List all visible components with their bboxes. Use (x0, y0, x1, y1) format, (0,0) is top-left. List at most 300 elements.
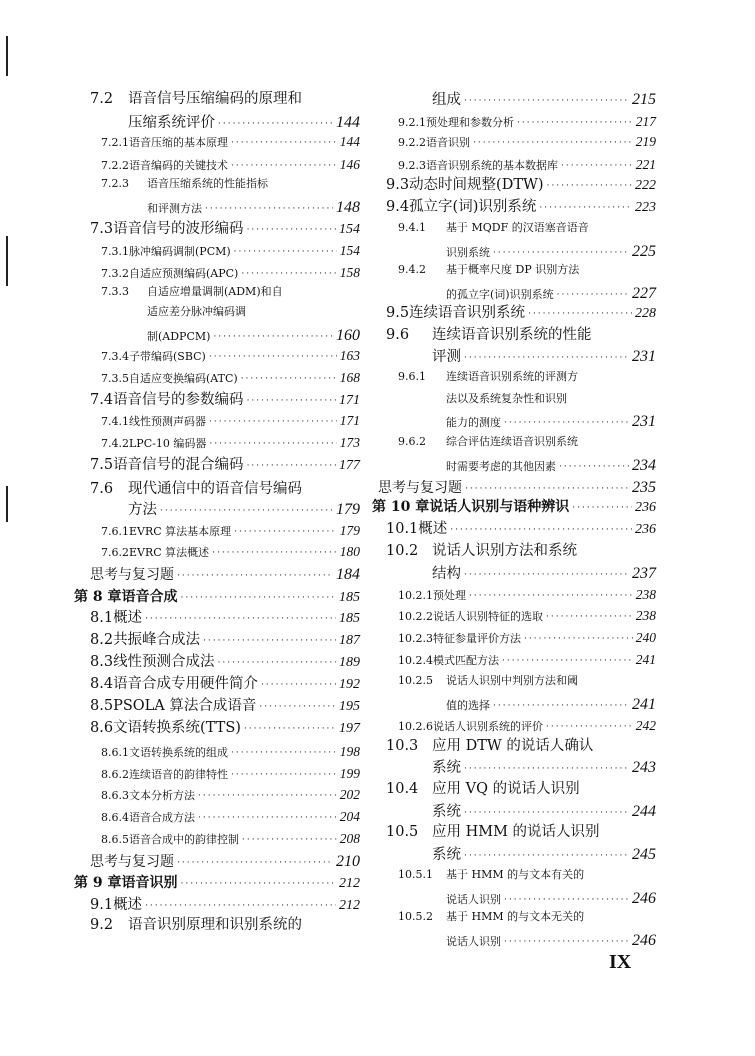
toc-entry (432, 760, 656, 776)
toc-entry-page: 168 (339, 370, 360, 385)
toc-entry-title: 连续语音识别系统 (409, 305, 526, 321)
toc-entry (386, 544, 656, 559)
toc-entry-title: 线性预测合成法 (113, 654, 215, 670)
toc-entry-title: 语音压缩系统的性能指标 (147, 177, 268, 190)
toc-entry-number: 7.6.1 (101, 525, 129, 538)
toc-entry (90, 92, 360, 107)
toc-leader-dots (241, 270, 336, 279)
toc-leader-dots (234, 528, 337, 537)
toc-leader-dots (261, 681, 336, 690)
toc-entry-number: 7.6.2 (101, 546, 129, 559)
toc-entry-title: 值的选择 (446, 699, 490, 712)
toc-entry (90, 222, 360, 237)
toc-entry-number: 7.4.1 (101, 415, 129, 428)
toc-entry (398, 115, 656, 129)
toc-leader-dots (213, 333, 333, 342)
toc-entry (398, 135, 656, 149)
toc-leader-dots (177, 572, 333, 581)
toc-entry-number: 10.2.6 (398, 720, 433, 733)
toc-entry-title: 组成 (432, 92, 461, 108)
toc-entry (432, 92, 656, 108)
toc-entry (147, 200, 360, 216)
toc-entry-title: 思考与复习题 (90, 567, 174, 583)
toc-leader-dots (502, 657, 633, 666)
toc-entry-title: 连续语音识别系统的性能 (432, 327, 592, 343)
toc-entry-title: 模式匹配方法 (433, 654, 499, 667)
toc-entry (378, 480, 656, 496)
toc-entry (101, 832, 360, 846)
toc-entry-number: 7.3.1 (101, 245, 129, 258)
toc-entry-number: 7.3 (90, 221, 114, 237)
toc-entry-page: 187 (339, 633, 360, 648)
toc-entry-title: 语音合成 (121, 589, 178, 605)
toc-entry-number: 7.5 (90, 457, 114, 473)
toc-entry-number: 9.2.2 (398, 136, 426, 149)
toc-entry-page: 192 (339, 677, 360, 692)
toc-leader-dots (231, 749, 337, 758)
toc-entry-page: 180 (339, 544, 360, 559)
toc-entry-title: 评测 (432, 349, 461, 365)
toc-entry-number: 9.3 (386, 177, 410, 193)
toc-entry (398, 371, 656, 382)
toc-entry (90, 611, 360, 626)
toc-leader-dots (450, 526, 632, 535)
toc-leader-dots (539, 204, 632, 213)
toc-entry (446, 458, 656, 474)
toc-entry-page: 199 (339, 766, 360, 781)
toc-leader-dots (212, 549, 337, 558)
toc-entry-title: 动态时间规整(DTW) (409, 177, 544, 193)
toc-leader-dots (218, 120, 333, 129)
toc-leader-dots (473, 139, 633, 148)
toc-entry-title: 说话人识别特征的选取 (433, 610, 543, 623)
toc-entry (90, 854, 360, 870)
toc-entry-title: 语音压缩的基本原理 (129, 136, 228, 149)
toc-entry-title: 思考与复习题 (90, 854, 174, 870)
toc-entry (386, 522, 656, 537)
page-number: IX (609, 951, 632, 973)
toc-entry-number: 第 10 章 (372, 499, 430, 515)
toc-entry (90, 458, 360, 473)
toc-leader-dots (547, 182, 632, 191)
toc-entry-title: 基于 HMM 的与文本无关的 (446, 910, 585, 923)
toc-entry-title: 说话人识别中判别方法和阈 (446, 674, 578, 687)
toc-entry-title: 语音信号的混合编码 (113, 457, 244, 473)
toc-entry-title: 线性预测声码器 (129, 415, 206, 428)
toc-entry-title: 应用 VQ 的说话人识别 (432, 781, 580, 797)
toc-entry-title: 语音识别原理和识别系统的 (128, 917, 302, 933)
toc-entry-title: 文语转换系统的组成 (129, 746, 228, 759)
toc-leader-dots (464, 809, 629, 818)
toc-entry (432, 847, 656, 863)
toc-leader-dots (561, 162, 633, 171)
toc-entry-page: 227 (632, 285, 656, 302)
toc-entry-page: 237 (632, 565, 656, 582)
toc-entry-title: 共振峰合成法 (113, 632, 201, 648)
scan-mark (6, 236, 8, 286)
toc-entry-number: 8.6.3 (101, 789, 129, 802)
toc-entry (446, 891, 656, 907)
toc-entry (101, 414, 360, 428)
toc-entry (128, 115, 360, 131)
toc-entry (398, 653, 656, 667)
toc-entry (398, 609, 656, 623)
toc-entry (147, 328, 360, 344)
toc-entry (398, 631, 656, 645)
toc-leader-dots (145, 615, 336, 624)
toc-entry (386, 306, 656, 321)
toc-entry-page: 144 (339, 134, 360, 149)
toc-entry-title: 说话人识别 (446, 935, 501, 948)
toc-entry-page: 154 (339, 243, 360, 258)
toc-entry (90, 677, 360, 692)
toc-entry (147, 306, 360, 317)
toc-entry-title: 连续语音识别系统的评测方 (446, 370, 578, 383)
toc-entry-number: 9.6.1 (398, 370, 426, 383)
toc-entry-title: 说话人识别与语种辨识 (429, 499, 570, 515)
toc-entry-page: 236 (635, 500, 656, 515)
toc-entry (101, 266, 360, 280)
toc-leader-dots (160, 507, 333, 516)
toc-leader-dots (504, 896, 629, 905)
toc-entry-number: 8.4 (90, 676, 114, 692)
toc-entry-page: 177 (339, 458, 360, 473)
toc-entry-number: 10.5 (386, 824, 419, 840)
toc-entry-page: 144 (336, 114, 360, 131)
toc-entry-title: 应用 DTW 的说话人确认 (432, 738, 594, 754)
toc-entry-number: 9.4 (386, 199, 410, 215)
toc-entry-number: 7.6 (90, 481, 114, 497)
toc-entry-title: 脉冲编码调制(PCM) (129, 245, 231, 258)
toc-entry-page: 222 (635, 178, 656, 193)
toc-entry-title: 系统 (432, 847, 461, 863)
toc-leader-dots (247, 462, 336, 471)
toc-leader-dots (465, 485, 629, 494)
toc-entry-number: 7.4.2 (101, 437, 129, 450)
toc-entry-title: 制(ADPCM) (147, 330, 211, 343)
toc-entry-title: 说话人识别 (446, 893, 501, 906)
toc-entry-title: 适应差分脉冲编码调 (147, 305, 246, 318)
toc-entry-page: 185 (339, 590, 360, 605)
toc-entry-number: 9.6.2 (398, 435, 426, 448)
toc-entry (101, 244, 360, 258)
toc-entry (398, 222, 656, 233)
toc-entry (398, 264, 656, 275)
toc-entry-page: 245 (632, 846, 656, 863)
toc-entry-page: 221 (635, 157, 656, 172)
toc-entry (446, 244, 656, 260)
toc-entry-title: EVRC 算法概述 (129, 546, 210, 559)
toc-entry-page: 163 (339, 348, 360, 363)
toc-entry-page: 197 (339, 721, 360, 736)
toc-entry-number: 9.4.1 (398, 221, 426, 234)
toc-leader-dots (546, 723, 633, 732)
toc-leader-dots (205, 205, 333, 214)
toc-entry (386, 782, 656, 797)
toc-entry (432, 349, 656, 365)
toc-entry-title: 语音识别系统的基本数据库 (426, 159, 558, 172)
toc-entry (101, 767, 360, 781)
toc-entry (90, 699, 360, 714)
toc-leader-dots (464, 852, 629, 861)
toc-leader-dots (247, 397, 336, 406)
toc-entry (432, 804, 656, 820)
toc-entry-page: 195 (339, 699, 360, 714)
toc-leader-dots (218, 659, 336, 668)
toc-entry-number: 9.2 (90, 917, 114, 933)
toc-leader-dots (145, 902, 336, 911)
toc-entry-page: 146 (339, 157, 360, 172)
toc-entry (101, 286, 360, 297)
toc-entry-page: 160 (336, 327, 360, 344)
toc-entry (101, 436, 360, 450)
toc-entry-title: 孤立字(词)识别系统 (409, 199, 537, 215)
toc-entry-title: 基于 HMM 的与文本有关的 (446, 868, 585, 881)
toc-entry-page: 184 (336, 566, 360, 583)
toc-entry (398, 911, 656, 922)
toc-entry-page: 231 (632, 348, 656, 365)
toc-entry (101, 349, 360, 363)
toc-entry-number: 8.6.2 (101, 768, 129, 781)
toc-leader-dots (559, 463, 629, 472)
toc-entry-page: 246 (632, 932, 656, 949)
toc-leader-dots (198, 792, 337, 801)
toc-leader-dots (517, 119, 633, 128)
toc-leader-dots (528, 310, 632, 319)
toc-entry (90, 898, 360, 913)
toc-entry-number: 第 8 章 (74, 589, 122, 605)
toc-entry-number: 7.3.2 (101, 267, 129, 280)
toc-leader-dots (231, 139, 337, 148)
toc-entry-number: 8.5 (90, 698, 114, 714)
toc-entry-number: 8.2 (90, 632, 114, 648)
toc-entry-page: 217 (635, 114, 656, 129)
toc-leader-dots (231, 771, 337, 780)
toc-entry-title: 语音识别 (426, 136, 470, 149)
toc-entry-number: 7.2.2 (101, 159, 129, 172)
toc-entry-title: 系统 (432, 760, 461, 776)
toc-entry (432, 566, 656, 582)
toc-entry-page: 210 (336, 853, 360, 870)
toc-entry-title: 法以及系统复杂性和识别 (446, 392, 567, 405)
toc-entry-title: 思考与复习题 (378, 480, 462, 496)
toc-entry-number: 10.2.2 (398, 610, 433, 623)
toc-leader-dots (209, 418, 337, 427)
toc-leader-dots (231, 162, 337, 171)
toc-entry-page: 241 (632, 696, 656, 713)
toc-entry-title: 概述 (418, 521, 448, 537)
toc-entry-number: 8.1 (90, 610, 114, 626)
toc-entry-title: 基于 MQDF 的汉语塞音语音 (446, 221, 589, 234)
toc-entry-title: 基于概率尺度 DP 识别方法 (446, 263, 580, 276)
toc-entry (398, 719, 656, 733)
toc-leader-dots (198, 814, 337, 823)
toc-entry-page: 238 (635, 608, 656, 623)
toc-entry-number: 10.2 (386, 543, 419, 559)
toc-entry-title: 自适应增量调制(ADM)和自 (147, 285, 283, 298)
toc-entry (101, 788, 360, 802)
toc-entry-page: 154 (339, 222, 360, 237)
toc-entry-title: 自适应预测编码(APC) (129, 267, 239, 280)
toc-entry-title: 概述 (113, 610, 143, 626)
toc-entry-page: 185 (339, 611, 360, 626)
toc-leader-dots (177, 859, 333, 868)
toc-leader-dots (572, 504, 632, 513)
toc-entry (90, 918, 360, 933)
toc-entry-page: 242 (635, 718, 656, 733)
toc-entry-title: 语音识别 (121, 875, 178, 891)
toc-entry-number: 8.6.4 (101, 811, 129, 824)
toc-entry-title: 子带编码(SBC) (129, 350, 206, 363)
toc-entry-title: 语音编码的关键技术 (129, 159, 228, 172)
toc-leader-dots (504, 419, 629, 428)
toc-entry-page: 215 (632, 91, 656, 108)
toc-leader-dots (546, 613, 633, 622)
toc-entry-title: 语音信号的参数编码 (113, 392, 244, 408)
toc-entry-number: 7.4 (90, 392, 114, 408)
toc-entry (398, 869, 656, 880)
toc-entry-number: 第 9 章 (74, 875, 122, 891)
toc-entry-title: 现代通信中的语音信号编码 (128, 481, 302, 497)
toc-entry-title: 连续语音的韵律特性 (129, 768, 228, 781)
toc-entry-title: 语音合成方法 (129, 811, 195, 824)
toc-entry (90, 482, 360, 497)
toc-entry-number: 8.6.1 (101, 746, 129, 759)
toc-entry-page: 234 (632, 457, 656, 474)
toc-entry (101, 178, 360, 189)
toc-entry-page: 219 (635, 134, 656, 149)
toc-entry-number: 10.2.5 (398, 674, 433, 687)
toc-leader-dots (203, 637, 336, 646)
toc-entry-number: 9.2.1 (398, 116, 426, 129)
toc-leader-dots (209, 353, 337, 362)
toc-entry-number: 7.3.4 (101, 350, 129, 363)
toc-entry-number: 9.2.3 (398, 159, 426, 172)
toc-leader-dots (464, 97, 629, 106)
toc-entry-title: 时需要考虑的其他因素 (446, 460, 556, 473)
toc-entry (128, 502, 360, 518)
toc-entry-title: 能力的测度 (446, 416, 501, 429)
toc-leader-dots (464, 354, 629, 363)
toc-entry-page: 238 (635, 587, 656, 602)
toc-entry-page: 171 (339, 393, 360, 408)
toc-entry-page: 241 (635, 652, 656, 667)
toc-entry-page: 204 (339, 809, 360, 824)
toc-entry (398, 588, 656, 602)
toc-entry-title: 自适应变换编码(ATC) (129, 372, 238, 385)
toc-entry-page: 228 (635, 306, 656, 321)
toc-leader-dots (209, 440, 336, 449)
toc-entry-number: 7.2.1 (101, 136, 129, 149)
toc-entry-page: 198 (339, 744, 360, 759)
toc-entry-title: 和评测方法 (147, 202, 202, 215)
toc-entry-page: 212 (339, 898, 360, 913)
toc-entry (398, 436, 656, 447)
toc-entry-title: PSOLA 算法合成语音 (113, 698, 257, 714)
toc-leader-dots (247, 226, 336, 235)
toc-leader-dots (244, 725, 336, 734)
toc-entry (446, 286, 656, 302)
toc-entry-number: 7.2 (90, 91, 114, 107)
toc-entry (446, 933, 656, 949)
toc-entry (386, 328, 656, 343)
scan-mark (6, 486, 8, 522)
toc-entry (446, 697, 656, 713)
toc-entry-number: 10.5.1 (398, 868, 433, 881)
toc-leader-dots (469, 592, 633, 601)
toc-entry-number: 9.1 (90, 897, 114, 913)
toc-entry-page: 240 (635, 630, 656, 645)
toc-entry (101, 545, 360, 559)
toc-leader-dots (242, 836, 337, 845)
toc-entry-page: 179 (336, 501, 360, 518)
toc-entry (386, 739, 656, 754)
toc-entry-title: 概述 (113, 897, 143, 913)
toc-entry-number: 9.6 (386, 327, 410, 343)
toc-entry-title: 文本分析方法 (129, 789, 195, 802)
toc-leader-dots (524, 635, 633, 644)
toc-leader-dots (493, 702, 629, 711)
toc-entry (398, 158, 656, 172)
toc-entry-page: 246 (632, 890, 656, 907)
scan-mark (6, 36, 8, 76)
toc-entry (101, 810, 360, 824)
toc-entry-title: LPC-10 编码器 (129, 437, 207, 450)
toc-entry-page: 243 (632, 759, 656, 776)
toc-entry-number: 8.3 (90, 654, 114, 670)
toc-entry-title: 系统 (432, 804, 461, 820)
toc-entry (90, 633, 360, 648)
toc-entry-page: 212 (339, 876, 360, 891)
toc-entry-number: 8.6.5 (101, 833, 129, 846)
toc-entry-number: 10.3 (386, 738, 419, 754)
toc-entry-number: 9.4.2 (398, 263, 426, 276)
toc-entry (446, 393, 656, 404)
toc-entry-title: 识别系统 (446, 246, 490, 259)
toc-entry-title: 语音信号的波形编码 (113, 221, 244, 237)
toc-entry-page: 244 (632, 803, 656, 820)
toc-leader-dots (504, 938, 629, 947)
toc-leader-dots (234, 248, 337, 257)
toc-entry-title: 的孤立字(词)识别系统 (446, 288, 554, 301)
toc-entry (446, 414, 656, 430)
toc-entry-number: 10.2.3 (398, 632, 433, 645)
toc-entry-number: 10.4 (386, 781, 419, 797)
toc-leader-dots (241, 375, 337, 384)
toc-entry-page: 173 (339, 435, 360, 450)
toc-entry (74, 590, 360, 605)
toc-entry-number: 10.2.1 (398, 589, 433, 602)
toc-entry-title: 特征参量评价方法 (433, 632, 521, 645)
toc-entry-title: 语音合成中的韵律控制 (129, 833, 239, 846)
toc-entry-number: 7.3.3 (101, 285, 129, 298)
toc-entry-title: EVRC 算法基本原理 (129, 525, 232, 538)
toc-leader-dots (464, 571, 629, 580)
toc-entry-page: 236 (635, 522, 656, 537)
toc-entry (101, 158, 360, 172)
toc-entry (386, 178, 656, 193)
toc-entry (101, 745, 360, 759)
toc-entry-title: 预处理 (433, 589, 466, 602)
toc-entry (386, 200, 656, 215)
toc-entry-title: 结构 (432, 566, 461, 582)
toc-entry-title: 方法 (128, 502, 157, 518)
toc-entry-title: 语音合成专用硬件简介 (113, 676, 259, 692)
toc-entry-title: 说话人识别方法和系统 (432, 543, 577, 559)
toc-entry-page: 158 (339, 265, 360, 280)
toc-entry-number: 7.3.5 (101, 372, 129, 385)
toc-entry-title: 压缩系统评价 (128, 115, 215, 131)
